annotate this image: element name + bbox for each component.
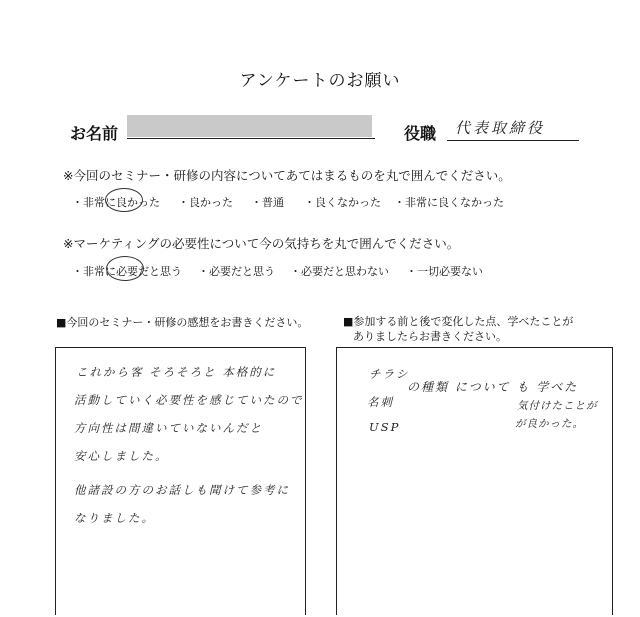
q2-option-necessary[interactable]: ・必要だと思う [198,265,275,278]
q1-selection-circle [105,188,143,212]
impressions-line-5: 他諸設の方のお話しも聞けて参考に [74,483,290,497]
changes-item-1: チラシ [369,367,410,381]
q2-option-not-necessary[interactable]: ・必要だと思わない [290,265,389,278]
changes-text-line-2: 気付けたことが [517,400,598,412]
q1-option-good[interactable]: ・良かった [178,196,233,209]
name-redaction [127,115,372,137]
impressions-line-4: 安心しました。 [74,449,169,463]
role-label: 役職 [404,124,437,143]
name-label: お名前 [70,124,119,143]
name-underline [127,138,375,139]
q1-option-very-good[interactable]: ・非常に良かった [72,196,160,209]
impressions-line-1: これから客 そろそろと 本格的に [76,365,277,379]
q2-option-none[interactable]: ・一切必要ない [406,265,483,278]
changes-heading-line-2: ありましたらお書きください。 [353,330,507,343]
question-2-text: ※マーケティングの必要性について今の気持ちを丸で囲んでください。 [63,236,460,251]
question-1-text: ※今回のセミナー・研修の内容についてあてはまるものを丸で囲んでください。 [63,168,511,183]
impressions-line-3: 方向性は間違いていないんだと [74,421,263,435]
q2-option-very-necessary[interactable]: ・非常に必要だと思う [72,265,182,278]
impressions-line-6: なりました。 [74,511,155,525]
impressions-heading: ■今回のセミナー・研修の感想をお書きください。 [56,316,309,329]
q2-selection-circle [106,256,144,281]
changes-item-3: USP [369,420,401,434]
impressions-line-2: 活動していく必要性を感じていたので [74,393,304,407]
changes-item-2: 名刺 [367,395,394,409]
impressions-box[interactable] [55,347,306,615]
page-title: アンケートのお願い [239,71,401,91]
role-value: 代表取締役 [455,119,546,137]
role-underline [447,140,579,141]
changes-text-line-1: の種類 について も 学べた [407,380,579,394]
q1-option-very-bad[interactable]: ・非常に良くなかった [394,196,504,209]
changes-text-line-3: が良かった。 [515,418,584,430]
changes-heading-line-1: ■参加する前と後で変化した点、学べたことが [343,315,574,328]
q1-option-normal[interactable]: ・普通 [251,196,284,209]
changes-box[interactable] [336,347,613,615]
q1-option-not-good[interactable]: ・良くなかった [304,196,381,209]
